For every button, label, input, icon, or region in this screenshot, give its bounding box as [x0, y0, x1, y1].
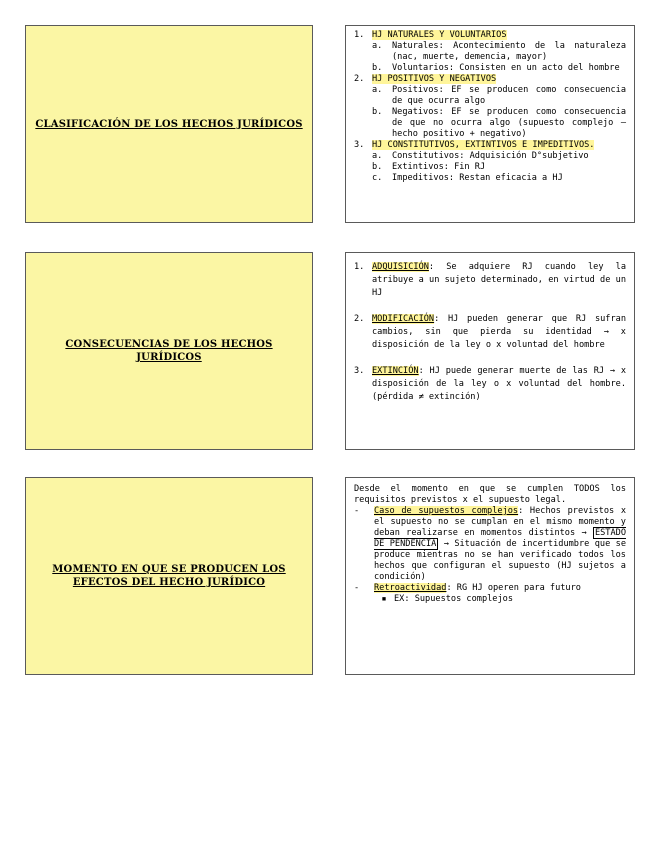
item-number: 2. — [354, 74, 365, 84]
item-label: Caso de supuestos complejos — [374, 506, 519, 516]
list-item — [354, 140, 626, 151]
square-bullet-icon: ▪ — [381, 594, 387, 604]
list-item: 2. MODIFICACIÓN: HJ pueden generar que RJ sufran cambios, sin que pierda su identidad → x disposición de la ley o x voluntad del hombre — [354, 314, 626, 350]
notes-panel-2 — [345, 252, 635, 450]
sub-item: b. Extintivos: Fin RJ — [372, 162, 486, 172]
sub-item: c. Impeditivos: Restan eficacia a HJ — [372, 173, 563, 183]
list-item: - Caso de supuestos complejos: Hechos previstos x el supuesto no se cumplan en el mismo momento y deban realizarse en momentos distintos → ESTADO DE PENDENCIA → Situación de incertidumbre que se produce mientras no se han verificado todos los hechos que configuran el supuesto (HJ sujetos a condición) — [354, 506, 626, 582]
slide-3 — [25, 477, 313, 675]
item-heading: HJ NATURALES Y VOLUNTARIOS — [372, 30, 507, 40]
item-heading: HJ POSITIVOS Y NEGATIVOS — [372, 74, 497, 84]
slide-title: CONSECUENCIAS DE LOS HECHOS JURÍDICOS — [65, 339, 273, 363]
sub-item: a. Constitutivos: Adquisición D°subjetivo — [372, 151, 589, 161]
slide-title: MOMENTO EN QUE SE PRODUCEN LOS EFECTOS DEL HECHO JURÍDICO — [52, 564, 286, 588]
item-number: 1. — [354, 30, 365, 40]
item-label: ADQUISICIÓN — [372, 262, 429, 272]
sub-item: a. Naturales: Acontecimiento de la naturaleza (nac, muerte, demencia, mayor) — [372, 41, 626, 62]
intro-text: Desde el momento en que se cumplen TODOS los requisitos previstos x el supuesto legal. — [354, 484, 626, 505]
item-number: 3. — [354, 140, 365, 150]
sub-item: b. Voluntarios: Consisten en un acto del hombre — [372, 63, 620, 73]
list-item: 1. ADQUISICIÓN: Se adquiere RJ cuando ley la atribuye a un sujeto determinado, en virtud de un HJ — [354, 262, 626, 298]
slide-title: CLASIFICACIÓN DE LOS HECHOS JURÍDICOS — [35, 118, 303, 130]
list-item: - Retroactividad: RG HJ operen para futuro — [354, 583, 581, 593]
item-label: MODIFICACIÓN — [372, 314, 435, 324]
notes-panel-1 — [345, 25, 635, 223]
sub-item: a. Positivos: EF se producen como consecuencia de que ocurra algo — [372, 85, 626, 106]
item-label: Retroactividad — [374, 583, 447, 593]
pendencia-box: ESTADO DE PENDENCIA — [374, 528, 626, 549]
slide-2 — [25, 252, 313, 450]
list-item — [354, 30, 626, 41]
item-heading: HJ CONSTITUTIVOS, EXTINTIVOS E IMPEDITIVOS. — [372, 140, 595, 150]
slide-1 — [25, 25, 313, 223]
notes-panel-3 — [345, 477, 635, 675]
item-label: EXTINCIÓN — [372, 366, 419, 376]
list-item — [354, 74, 626, 85]
sub-item: b. Negativos: EF se producen como consecuencia de que no ocurra algo (supuesto complejo – hecho positivo + negativo) — [372, 107, 626, 139]
bullet-item: ▪ EX: Supuestos complejos — [354, 594, 626, 605]
list-item: 3. EXTINCIÓN: HJ puede generar muerte de las RJ → x disposición de la ley o x voluntad del hombre. (pérdida ≠ extinción) — [354, 366, 626, 402]
